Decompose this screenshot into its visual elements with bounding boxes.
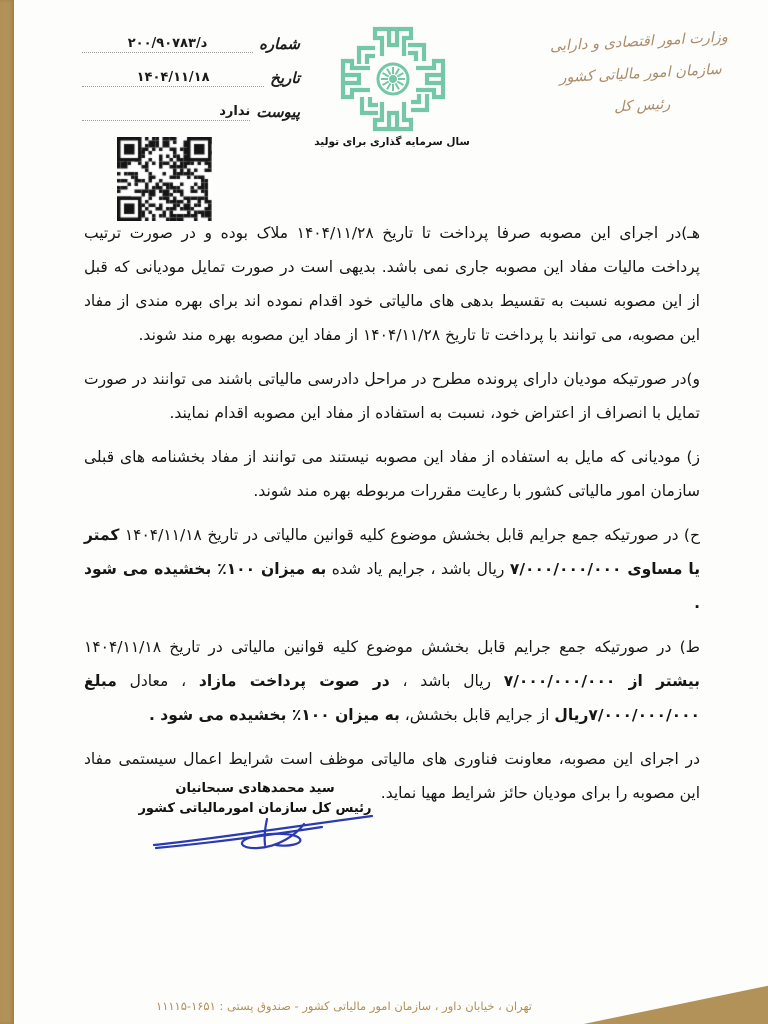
slogan: سال سرمایه گذاری برای تولید <box>314 136 470 148</box>
text-segment: ط) در صورتیکه جمع جرایم قابل بخشش موضوع کلیه قوانین مالیاتی در تاریخ <box>161 638 700 656</box>
attachment-row <box>82 98 300 121</box>
text-segment: و)در صورتیکه مودیان دارای پرونده مطرح در مراحل دادرسی مالیاتی باشند می توانند در صورت تمایل با انصراف از اعتراض خود، نسبت به استفاده از مفاد این مصوبه اقدام نمایند. <box>84 370 700 422</box>
text-segment: ۱۴۰۴/۱۱/۲۸ <box>296 224 374 242</box>
body-paragraph <box>84 216 700 352</box>
scan-edge-left <box>0 0 14 1024</box>
letter-number-value: د/۲۰۰/۹۰۷۸۳ <box>82 36 253 53</box>
ministry-line-2: سازمان امور مالیاتی کشور <box>559 61 722 87</box>
text-segment: ٪۱۰۰ <box>217 560 256 578</box>
body-paragraph <box>84 362 700 430</box>
text-segment: ح) در صورتیکه جمع جرایم قابل بخشش موضوع کلیه قوانین مالیاتی در تاریخ <box>201 526 700 544</box>
text-segment: در اجرای این مصوبه، معاونت فناوری های مالیاتی موظف است شرایط اعمال سیستمی مفاد این مصوبه را برای مودیان حائز شرایط مهیا نماید. <box>84 750 700 802</box>
text-segment: ، معادل <box>116 672 199 690</box>
attachment-value: ندارد <box>82 104 250 121</box>
text-segment: ۱۱۱۱۵-۱۶۵۱ <box>156 999 216 1013</box>
text-segment: ۱۴۰۴/۱۱/۱۸ <box>124 526 202 544</box>
text-segment: کمتر یا مساوی <box>84 526 701 578</box>
qr-code <box>117 137 212 221</box>
letter-meta <box>82 30 300 132</box>
text-segment: از مفاد این مصوبه بهره مند شوند. <box>138 326 363 344</box>
letter-date-value: ۱۴۰۴/۱۱/۱۸ <box>82 70 264 87</box>
text-segment: ۷/۰۰۰/۰۰۰/۰۰۰ <box>503 672 616 690</box>
letter-number-label: شماره <box>259 35 300 53</box>
text-segment: ریال <box>554 706 589 724</box>
text-segment: ز) مودیانی که مایل به استفاده از مفاد این مصوبه نیستند می توانند از مفاد بخشنامه های قبلی سازمان امور مالیاتی کشور با رعایت مقررات مربوطه بهره مند شوند. <box>84 448 700 500</box>
text-segment: ٪۱۰۰ <box>291 706 330 724</box>
body-paragraph <box>84 518 700 620</box>
text-segment: در صوت پرداخت مازاد <box>198 672 390 690</box>
letter-number-row <box>82 30 300 53</box>
tax-organization-logo-icon <box>337 26 449 134</box>
attachment-label: پیوست <box>256 103 300 121</box>
ministry-line-1: وزارت امور اقتصادی و دارایی <box>549 29 729 55</box>
text-segment: بخشیده می شود . <box>84 560 700 612</box>
ministry-header <box>536 21 746 128</box>
text-segment: بخشیده می شود . <box>148 706 292 724</box>
signatory-title: رئیس کل سازمان امورمالیاتی کشور <box>138 801 372 816</box>
signature-ink <box>150 809 378 853</box>
text-segment: ۱۴۰۴/۱۱/۲۸ <box>362 326 441 344</box>
letter-date-label: تاریخ <box>270 69 300 87</box>
footer-address <box>30 999 658 1013</box>
text-segment: ملاک بوده و در صورت ترتیب پرداخت مالیات مفاد این مصوبه جاری نمی باشد. بدیهی است در صورت تمایل مودیانی که قبل از این مصوبه نسبت به تقسیط بدهی های مالیاتی خود اقدام نموده اند برای بهره مندی از مفاد این مصوبه، می توانند با پرداخت تا تاریخ <box>84 224 700 344</box>
text-segment: ۷/۰۰۰/۰۰۰/۰۰۰ <box>588 706 700 724</box>
text-segment: به میزان <box>329 706 400 724</box>
text-segment: ریال باشد ، جرایم یاد شده <box>326 560 510 578</box>
text-segment: بیشتر از <box>615 672 701 690</box>
text-segment: هـ)در اجرای این مصوبه صرفا پرداخت تا تاریخ <box>373 224 700 242</box>
text-segment: به میزان <box>255 560 327 578</box>
letter-body <box>84 216 700 820</box>
body-paragraph <box>84 440 700 508</box>
signatory-name: سید محمدهادی سبحانیان <box>175 781 335 796</box>
text-segment: مبلغ <box>84 672 117 690</box>
text-segment: ریال باشد ، <box>389 672 504 690</box>
letter-date-row <box>82 64 300 87</box>
text-segment: از جرایم قابل بخشش، <box>399 706 555 724</box>
ministry-line-3: رئیس کل <box>613 96 671 116</box>
text-segment: ۷/۰۰۰/۰۰۰/۰۰۰ <box>509 560 622 578</box>
body-paragraph <box>84 630 700 732</box>
text-segment: تهران ، خیابان داور ، سازمان امور مالیاتی کشور - صندوق پستی : <box>215 999 532 1013</box>
text-segment: ۱۴۰۴/۱۱/۱۸ <box>84 638 162 656</box>
